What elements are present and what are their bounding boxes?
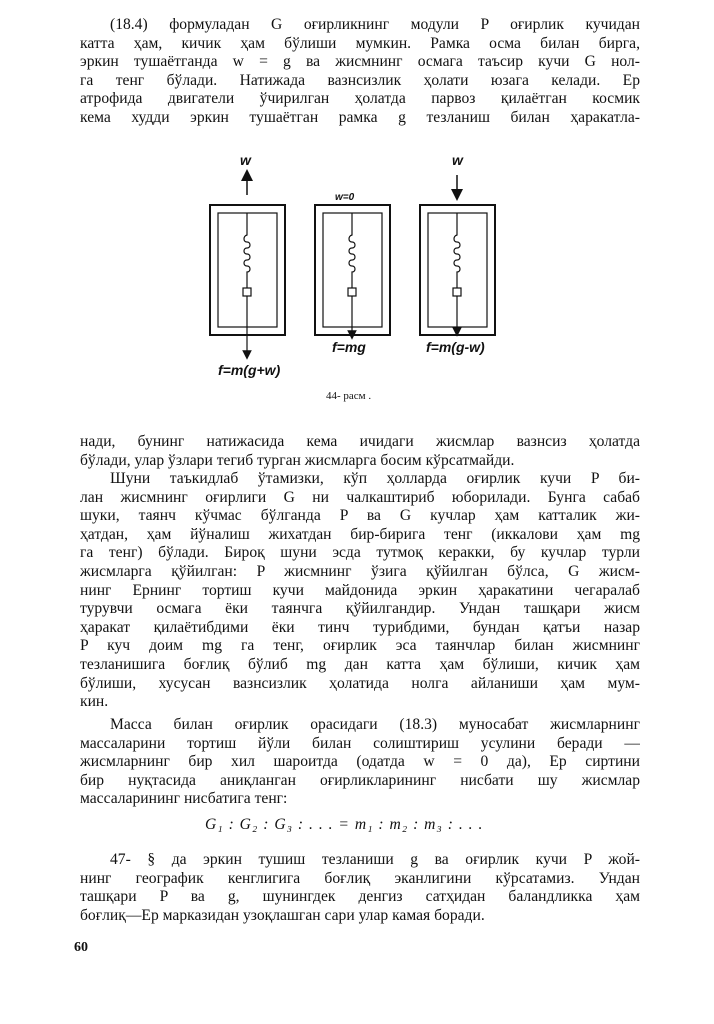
frame-2-top-label: w=0 bbox=[335, 192, 355, 203]
text-line: га тенг) бўлади. Бироқ шуни эсда тутмоқ керакки, бу кучлар турли bbox=[80, 544, 640, 562]
paragraph-intro bbox=[80, 16, 640, 128]
mass-block-3 bbox=[453, 288, 461, 296]
frame-1-bottom-label: f=m(g+w) bbox=[218, 362, 281, 378]
text-line: катта ҳам, кичик ҳам бўлиши мумкин. Рамка осма билан бирга, bbox=[80, 34, 640, 52]
text-line: атрофида двигатели ўчирилган ҳолатда парвоз қилаётган космик bbox=[80, 90, 640, 108]
text-line: кема худди эркин тушаётган рамка g тезланиш билан ҳаракатла- bbox=[80, 108, 640, 126]
mass-block-1 bbox=[243, 288, 251, 296]
text-line: га тенг бўлади. Натижада вазнсизлик ҳолати юзага келади. Ер bbox=[80, 71, 640, 89]
paragraph-continued bbox=[80, 433, 640, 470]
text-line: нинг Ернинг тортиш кучи майдонида эркин ҳаракатини чегаралаб bbox=[80, 581, 640, 599]
text-line: шуки, таянч кўчмас бўлганда P ва G кучлар ҳам катталик жи- bbox=[80, 507, 640, 525]
text-line: Шуни таъкидлаб ўтамизки, кўп ҳолларда оғирлик кучи P би- bbox=[110, 470, 640, 487]
text-line: Масса билан оғирлик орасидаги (18.3) муносабат жисмларнинг bbox=[110, 716, 640, 733]
text-line: боғлиқ—Ер марказидан узоқлашган сари улар камая боради. bbox=[80, 906, 485, 924]
text-line: нади, бунинг натижасида кема ичидаги жисмлар вазнсиз ҳолатда bbox=[80, 433, 640, 450]
frame-1 bbox=[210, 152, 285, 378]
text-line: бир нуқтасида аниқланган оғирликларининг нисбати шу жисмлар bbox=[80, 771, 640, 789]
frame-3-bottom-label: f=m(g-w) bbox=[426, 339, 485, 355]
frame-3-top-label: w bbox=[452, 152, 463, 168]
text-line: жисмларнинг бир хил шароитда (одатда w = 0 да), Ер сиртини bbox=[80, 753, 640, 771]
text-line: жисмларга қўйилган: P жисмнинг ўзига қўйилган бўлса, G жисм- bbox=[80, 562, 640, 580]
text-line: ташқари P ва g, шунингдек денгиз сатҳидан баландликка ҳам bbox=[80, 888, 640, 906]
text-line: нинг географик кенглигига боғлиқ эканлигини кўрсатамиз. Ундан bbox=[80, 869, 640, 887]
text-line: ҳаракат қилаётибдими ёки тинч турибдими, бундан қатъи назар bbox=[80, 618, 640, 636]
figure-44 bbox=[200, 150, 510, 405]
text-line: P куч доим mg га тенг, оғирлик эса таянчлар билан жисмнинг bbox=[80, 637, 640, 655]
spring-2 bbox=[349, 213, 355, 288]
ratio-formula: G₁ : G₂ : G₃ : . . . = m₁ : m₂ : m₃ : . . . bbox=[205, 816, 484, 833]
figure-caption: 44- расм . bbox=[326, 390, 372, 402]
text-line: эркин тушаётганда w = g ва жисмнинг осмага таъсир кучи G нол- bbox=[80, 53, 640, 71]
frame-1-top-label: w bbox=[240, 152, 251, 168]
paragraph-geography bbox=[80, 851, 640, 925]
frame-3 bbox=[420, 152, 495, 355]
text-line: тезланишига боғлиқ бўлиб mg дан катта ҳам бўлиши, кичик ҳам bbox=[80, 655, 640, 673]
text-line: 47- § да эркин тушиш тезланиши g ва оғирлик кучи P жой- bbox=[110, 851, 640, 868]
text-line: бўлиши, хусусан вазнсизлик ҳолатида нолга айланиши ҳам мум- bbox=[80, 674, 640, 692]
text-line: массаларининг нисбатига тенг: bbox=[80, 790, 288, 808]
text-line: кин. bbox=[80, 693, 109, 711]
paragraph-weight-vs-gravity bbox=[80, 470, 640, 712]
text-line: лан жисмнинг оғирлиги G ни чалкаштириб юборилади. Бунга сабаб bbox=[80, 488, 640, 506]
mass-block-2 bbox=[348, 288, 356, 296]
frame-2-bottom-label: f=mg bbox=[332, 339, 366, 355]
paragraph-mass-comparison bbox=[80, 716, 640, 809]
frame-2 bbox=[315, 192, 390, 355]
page-number: 60 bbox=[74, 940, 88, 955]
spring-3 bbox=[454, 213, 460, 288]
text-line: (18.4) формуладан G оғирликнинг модули P оғирлик кучидан bbox=[110, 16, 640, 33]
text-line: ҳатдан, ҳам йўналиш жихатдан бир-бирига тенг (иккалови ҳам mg bbox=[80, 525, 640, 543]
text-line: массаларини тортиш йўли билан солиштириш усулини беради — bbox=[80, 734, 640, 752]
text-line: бўлади, улар ўзлари тегиб турган жисмларга босим кўрсатмайди. bbox=[80, 451, 515, 469]
text-line: турувчи осмага ёки таянчга қўйилгандир. Ундан ташқари жисм bbox=[80, 600, 640, 618]
spring-1 bbox=[244, 213, 250, 288]
